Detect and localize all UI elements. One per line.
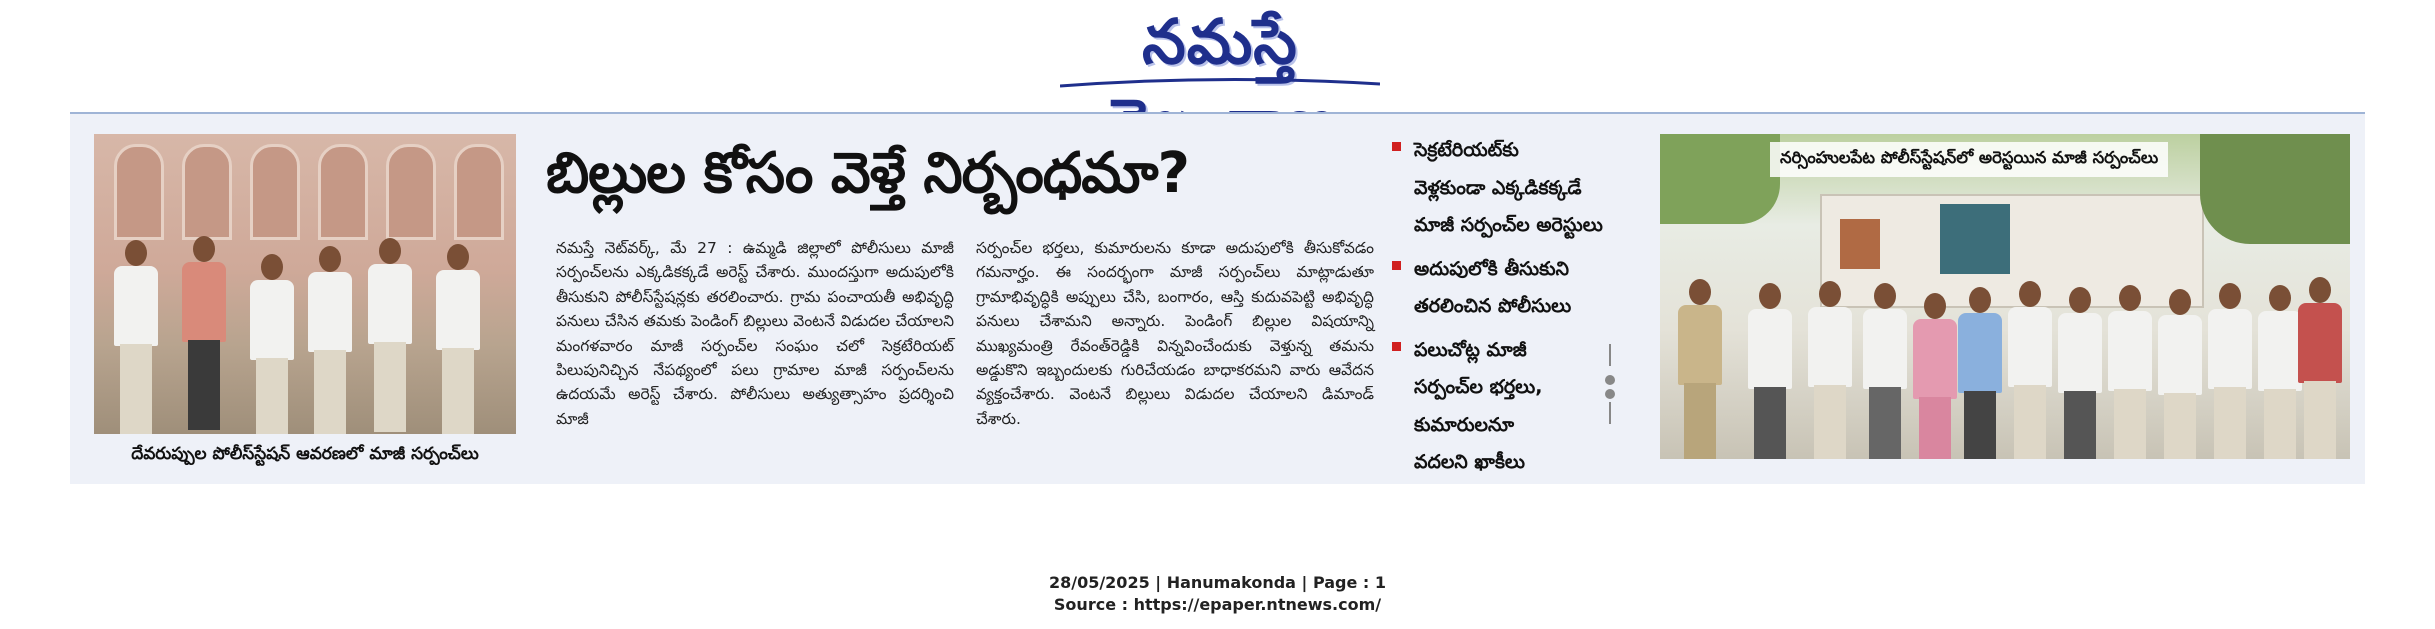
window-shape <box>1840 219 1880 269</box>
person-figure <box>300 246 360 434</box>
left-photo-caption: దేవరుప్పుల పోలీస్‌స్టేషన్‌ ఆవరణలో మాజీ సర్పంచ్‌లు <box>131 444 479 464</box>
quote-mark-icon <box>1600 344 1620 424</box>
person-figure <box>174 236 234 434</box>
tree-shape <box>2200 134 2350 244</box>
arch-shape <box>182 144 232 240</box>
right-photo[interactable] <box>1660 134 2350 459</box>
person-figure <box>1740 283 1800 459</box>
highlight-line: మాజీ సర్పంచ్‌ల అరెస్టులు <box>1414 214 1603 236</box>
person-figure <box>1800 281 1860 459</box>
person-figure <box>360 238 420 434</box>
person-figure <box>242 254 302 434</box>
door-shape <box>1940 204 2010 274</box>
person-figure <box>106 240 166 434</box>
arch-shape <box>114 144 164 240</box>
highlight-item <box>1388 251 1658 326</box>
arch-shape <box>318 144 368 240</box>
footer-source-link[interactable]: Source : https://epaper.ntnews.com/ <box>1053 595 1382 614</box>
article-column-1 <box>556 236 954 431</box>
highlight-line: వదలని ఖాకీలు <box>1414 451 1525 473</box>
highlight-line: తరలించిన పోలీసులు <box>1414 295 1572 317</box>
red-square-bullet-icon <box>1392 142 1401 151</box>
article-column-2 <box>976 236 1374 431</box>
highlight-line: పలుచోట్ల మాజీ <box>1414 338 1527 361</box>
red-square-bullet-icon <box>1392 342 1401 351</box>
masthead <box>0 0 2435 110</box>
arch-shape <box>386 144 436 240</box>
arch-shape <box>454 144 504 240</box>
article-paragraph: నమస్తే నెట్‌వర్క్‌, మే 27 : ఉమ్మడి జిల్లాలో పోలీసులు మాజీ సర్పంచ్‌లను ఎక్కడికక్కడే అరెస్ట్‌ చేశారు. ముందస్తుగా అదుపులోకి తీసుకుని పోలీస్‌స్టేషన్లకు తరలించారు. గ్రామ పంచాయతీ అభివృద్ధి పనులు చేసిన తమకు పెండింగ్‌ బిల్లులు వెంటనే విడుదల చేయాలని మంగళవారం మాజీ సర్పంచ్‌ల సంఘం చలో సెక్రటేరియట్‌ పిలుపునిచ్చిన నేపథ్యంలో పలు గ్రామాల మాజీ సర్పంచ్‌లను ఉదయమే అరెస్ట్‌ చేశారు. పోలీసులు అత్యుత్సాహం ప్రదర్శించి మాజీ <box>556 239 954 428</box>
person-figure <box>1670 279 1730 459</box>
arch-shape <box>250 144 300 240</box>
news-article <box>70 112 2365 484</box>
highlight-item <box>1388 132 1658 245</box>
newspaper-logo[interactable] <box>1020 2 1420 92</box>
highlights-list <box>1388 132 1658 488</box>
footer-edition-info: 28/05/2025 | Hanumakonda | Page : 1 <box>1048 573 1387 592</box>
left-photo[interactable] <box>94 134 516 434</box>
highlight-line: అదుపులోకి తీసుకుని <box>1414 257 1569 280</box>
newspaper-title: నమస్తే <box>1142 5 1298 78</box>
highlight-line: సెక్రటేరియట్‌కు <box>1414 139 1519 161</box>
person-figure <box>2290 277 2350 459</box>
article-paragraph: సర్పంచ్‌ల భర్తలు, కుమారులను కూడా అదుపులోకి తీసుకోవడం గమనార్హం. ఈ సందర్భంగా మాజీ సర్పంచ్‌లు మాట్లాడుతూ గ్రామాభివృద్ధికి అప్పులు చేసి, బంగారం, ఆస్తి కుదువపెట్టి అభివృద్ధి పనులు చేశామని అన్నారు. పెండింగ్‌ బిల్లుల విషయాన్ని ముఖ్యమంత్రి రేవంత్‌రెడ్డికి విన్నవించేందుకు వెళ్తున్న తమను అడ్డుకొని ఇబ్బందులకు గురిచేయడం బాధాకరమని వారు ఆవేదన వ్యక్తంచేశారు. వెంటనే బిల్లులు విడుదల చేయాలని డిమాండ్‌ చేశారు. <box>976 239 1374 428</box>
highlight-line: కుమారులనూ <box>1414 413 1515 436</box>
person-figure <box>428 244 488 434</box>
highlight-line: సర్పంచ్‌ల భర్తలు, <box>1414 376 1543 398</box>
logo-swoosh-icon <box>1060 76 1380 90</box>
tree-shape <box>1660 134 1780 224</box>
highlight-line: వెళ్లకుండా ఎక్కడికక్కడే <box>1414 176 1582 199</box>
article-headline: బిల్లుల కోసం వెళ్తే నిర్బంధమా? <box>546 141 1189 206</box>
red-square-bullet-icon <box>1392 261 1401 270</box>
right-photo-caption: నర్సింహులపేట పోలీస్‌స్టేషన్‌లో అరెస్టయిన మాజీ సర్పంచ్‌లు <box>1770 142 2168 177</box>
